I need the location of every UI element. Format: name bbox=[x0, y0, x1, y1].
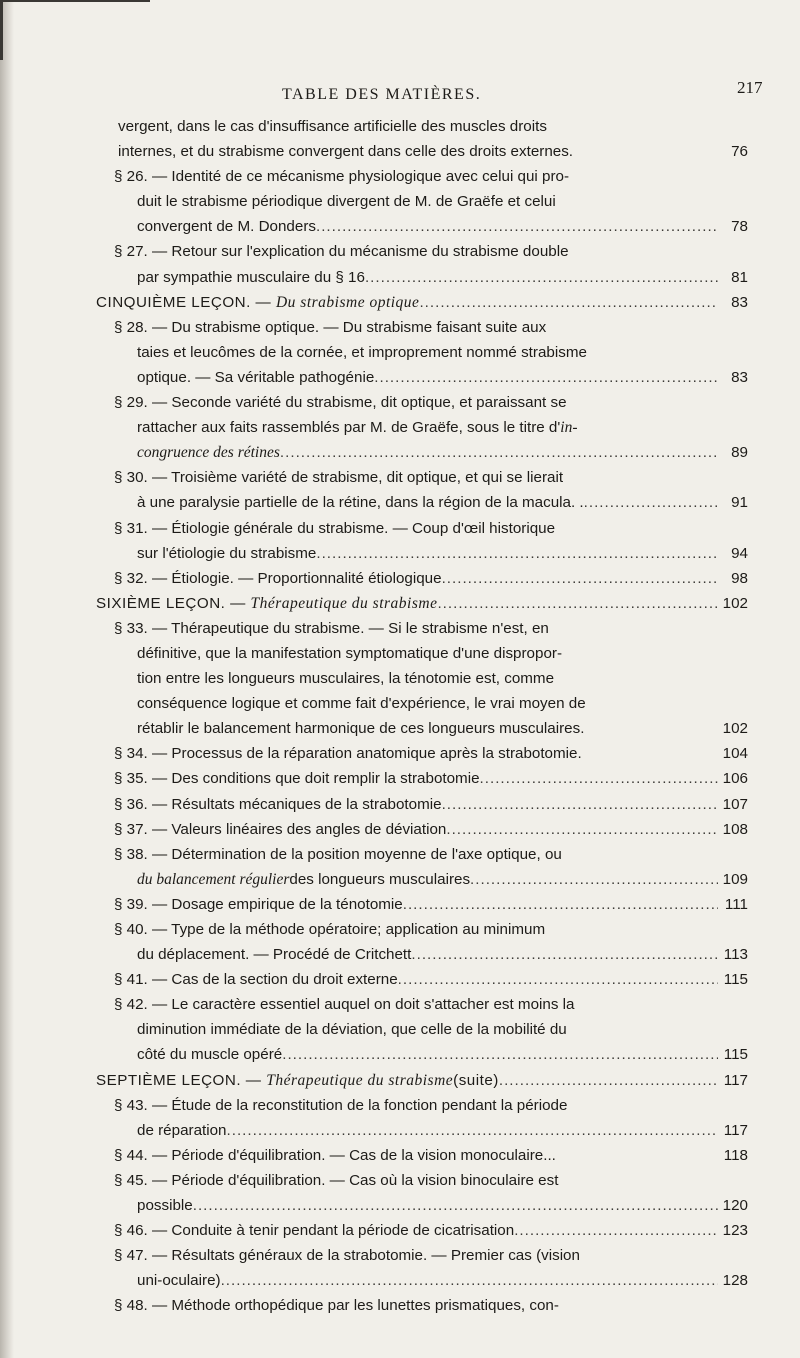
toc-text: § 39. — Dosage empirique de la ténotomie bbox=[114, 895, 403, 913]
toc-line bbox=[114, 566, 748, 591]
toc-line bbox=[118, 189, 748, 214]
dot-leader bbox=[480, 766, 718, 791]
toc-line bbox=[114, 1143, 748, 1168]
toc-lesson-entry bbox=[96, 1068, 748, 1093]
toc-section-entry bbox=[114, 516, 748, 566]
dot-leader bbox=[193, 1193, 718, 1218]
toc-text: § 32. — Étiologie. — Proportionnalité étiologique bbox=[114, 569, 442, 587]
toc-page-number: 83 bbox=[731, 293, 748, 311]
toc-page-number: 94 bbox=[731, 544, 748, 562]
dot-leader bbox=[446, 817, 718, 842]
dot-leader bbox=[280, 440, 718, 465]
toc-section-entry bbox=[114, 842, 748, 892]
dot-leader bbox=[316, 541, 718, 566]
dot-leader bbox=[442, 566, 718, 591]
toc-page-number: 81 bbox=[731, 268, 748, 286]
lesson-title: Thérapeutique du strabisme bbox=[250, 594, 438, 612]
toc-text: § 36. — Résultats mécaniques de la strabotomie bbox=[114, 795, 442, 813]
dot-leader bbox=[442, 792, 718, 817]
lesson-title: Du strabisme optique bbox=[275, 293, 420, 311]
toc-text: § 42. — Le caractère essentiel auquel on doit s'attacher est moins la bbox=[114, 996, 575, 1014]
toc-text: taies et leucômes de la cornée, et improprement nommé strabisme bbox=[137, 343, 587, 361]
toc-page-number: 98 bbox=[731, 569, 748, 587]
toc-section-entry bbox=[114, 239, 748, 289]
toc-line bbox=[114, 1243, 748, 1268]
toc-text: rattacher aux faits rassemblés par M. de Graëfe, sous le titre d' bbox=[137, 419, 561, 437]
toc-text: § 43. — Étude de la reconstitution de la fonction pendant la période bbox=[114, 1096, 568, 1114]
running-title: TABLE DES MATIÈRES. bbox=[282, 86, 482, 103]
toc-line bbox=[118, 691, 748, 716]
toc-section-entry bbox=[114, 465, 748, 515]
toc-text: côté du muscle opéré bbox=[137, 1046, 283, 1064]
toc-section-entry bbox=[118, 114, 748, 164]
toc-line bbox=[96, 1068, 748, 1093]
toc-text: § 46. — Conduite à tenir pendant la période de cicatrisation bbox=[114, 1222, 515, 1240]
toc-text: § 47. — Résultats généraux de la strabotomie. — Premier cas (vision bbox=[114, 1247, 580, 1265]
toc-text: § 29. — Seconde variété du strabisme, dit optique, et paraissant se bbox=[114, 394, 567, 412]
toc-text: § 30. — Troisième variété de strabisme, dit optique, et qui se lierait bbox=[114, 469, 564, 487]
toc-text: du déplacement. — Procédé de Critchett bbox=[137, 946, 412, 964]
toc-line bbox=[114, 315, 748, 340]
toc-line bbox=[118, 1268, 748, 1293]
toc-page-number: 128 bbox=[722, 1272, 748, 1290]
toc-section-entry bbox=[114, 817, 748, 842]
toc-line bbox=[118, 214, 748, 239]
toc-line bbox=[114, 892, 748, 917]
toc-page-number: 104 bbox=[722, 745, 748, 763]
toc-page-number: 118 bbox=[723, 1146, 748, 1164]
toc-line bbox=[114, 766, 748, 791]
toc-line bbox=[118, 440, 748, 465]
toc-line bbox=[96, 591, 748, 616]
toc-section-entry bbox=[114, 1243, 748, 1293]
toc-page-number: 106 bbox=[722, 770, 748, 788]
toc-line bbox=[118, 541, 748, 566]
toc-section-entry bbox=[114, 315, 748, 390]
toc-text: § 31. — Étiologie générale du strabisme. — Coup d'œil historique bbox=[114, 519, 556, 537]
toc-page-number: 115 bbox=[723, 971, 748, 989]
italic-term: du balancement régulier bbox=[137, 870, 290, 888]
toc-text: § 37. — Valeurs linéaires des angles de déviation bbox=[114, 820, 447, 838]
toc-text: duit le strabisme périodique divergent de M. de Graëfe et celui bbox=[137, 193, 556, 211]
dot-leader bbox=[374, 365, 718, 390]
toc-section-entry bbox=[114, 792, 748, 817]
italic-term: congruence des rétines bbox=[137, 444, 280, 462]
toc-page-number: 91 bbox=[731, 494, 748, 512]
toc-text: uni-oculaire) bbox=[137, 1272, 221, 1290]
toc-text: convergent de M. Donders bbox=[137, 218, 316, 236]
toc-section-entry bbox=[114, 917, 748, 967]
toc-line bbox=[118, 490, 748, 515]
toc-text: § 34. — Processus de la réparation anatomique après la strabotomie. bbox=[114, 745, 582, 763]
toc-text: § 35. — Des conditions que doit remplir la strabotomie bbox=[114, 770, 480, 788]
toc-page-number: 113 bbox=[723, 946, 748, 964]
toc-line bbox=[118, 415, 748, 440]
scan-corner-mark bbox=[0, 0, 150, 2]
dot-leader bbox=[365, 265, 718, 290]
toc-line bbox=[114, 465, 748, 490]
toc-text: des longueurs musculaires bbox=[289, 870, 471, 888]
toc-text: § 26. — Identité de ce mécanisme physiologique avec celui qui pro- bbox=[114, 168, 570, 186]
toc-line bbox=[114, 1093, 748, 1118]
dot-leader bbox=[227, 1118, 718, 1143]
toc-section-entry bbox=[114, 766, 748, 791]
toc-text: possible bbox=[137, 1197, 193, 1215]
dot-leader bbox=[514, 1218, 718, 1243]
toc-text: rétablir le balancement harmonique de ces longueurs musculaires. bbox=[137, 720, 585, 738]
toc-section-entry bbox=[114, 892, 748, 917]
toc-section-entry bbox=[114, 616, 748, 741]
toc-line bbox=[114, 516, 748, 541]
toc-line bbox=[118, 114, 748, 139]
toc-text: optique. — Sa véritable pathogénie bbox=[137, 368, 375, 386]
toc-line bbox=[118, 1193, 748, 1218]
toc-text: sur l'étiologie du strabisme bbox=[137, 544, 317, 562]
toc-section-entry bbox=[114, 1218, 748, 1243]
toc-text: de réparation bbox=[137, 1121, 227, 1139]
toc-page-number: 117 bbox=[723, 1121, 748, 1139]
toc-section-entry bbox=[114, 741, 748, 766]
toc-text: § 48. — Méthode orthopédique par les lunettes prismatiques, con- bbox=[114, 1297, 559, 1315]
page-number: 217 bbox=[737, 78, 763, 97]
toc-line bbox=[118, 365, 748, 390]
toc-line bbox=[118, 1017, 748, 1042]
toc-section-entry bbox=[114, 967, 748, 992]
toc-line bbox=[114, 792, 748, 817]
toc-page-number: 123 bbox=[722, 1222, 748, 1240]
toc-text: diminution immédiate de la déviation, que celle de la mobilité du bbox=[137, 1021, 567, 1039]
toc-line bbox=[114, 616, 748, 641]
dot-leader bbox=[221, 1268, 718, 1293]
toc-line bbox=[118, 265, 748, 290]
toc-page-number: 78 bbox=[731, 218, 748, 236]
toc-text: § 28. — Du strabisme optique. — Du strabisme faisant suite aux bbox=[114, 318, 547, 336]
toc-section-entry bbox=[114, 566, 748, 591]
toc-section-entry bbox=[114, 992, 748, 1067]
toc-page-number: 102 bbox=[722, 594, 748, 612]
toc-line bbox=[114, 842, 748, 867]
lesson-title: Thérapeutique du strabisme bbox=[266, 1071, 454, 1089]
toc-page-number: 109 bbox=[722, 870, 748, 888]
page-header bbox=[0, 78, 800, 110]
toc-line bbox=[96, 290, 748, 315]
toc-line bbox=[118, 942, 748, 967]
lesson-label: CINQUIÈME LEÇON. — bbox=[96, 293, 276, 311]
dot-leader bbox=[470, 867, 718, 892]
toc-page-number: 102 bbox=[722, 720, 748, 738]
toc-page-number: 89 bbox=[731, 444, 748, 462]
toc-line bbox=[114, 967, 748, 992]
toc-section-entry bbox=[114, 164, 748, 239]
dot-leader bbox=[419, 290, 718, 315]
toc-line bbox=[114, 164, 748, 189]
toc-section-entry bbox=[114, 390, 748, 465]
table-of-contents bbox=[96, 114, 748, 1319]
dot-leader bbox=[282, 1042, 718, 1067]
toc-text: § 27. — Retour sur l'explication du mécanisme du strabisme double bbox=[114, 243, 569, 261]
toc-section-entry bbox=[114, 1143, 748, 1168]
dot-leader bbox=[411, 942, 718, 967]
toc-line bbox=[118, 1042, 748, 1067]
toc-text: par sympathie musculaire du § 16 bbox=[137, 268, 365, 286]
scan-corner-mark-vertical bbox=[0, 0, 3, 60]
toc-line bbox=[118, 867, 748, 892]
dot-leader bbox=[403, 892, 718, 917]
toc-line bbox=[118, 716, 748, 741]
dot-leader bbox=[499, 1068, 718, 1093]
toc-text: § 41. — Cas de la section du droit externe bbox=[114, 971, 398, 989]
toc-line bbox=[114, 239, 748, 264]
toc-text: tion entre les longueurs musculaires, la ténotomie est, comme bbox=[137, 670, 555, 688]
toc-text: § 44. — Période d'équilibration. — Cas de la vision monoculaire... bbox=[114, 1146, 556, 1164]
lesson-label: SIXIÈME LEÇON. — bbox=[96, 594, 251, 612]
toc-page-number: 76 bbox=[731, 143, 748, 161]
toc-line bbox=[114, 817, 748, 842]
toc-line bbox=[118, 1118, 748, 1143]
dot-leader bbox=[437, 591, 718, 616]
toc-line bbox=[118, 340, 748, 365]
toc-line bbox=[118, 641, 748, 666]
toc-line bbox=[118, 666, 748, 691]
toc-text: internes, et du strabisme convergent dans celle des droits externes. bbox=[118, 143, 574, 161]
toc-line bbox=[114, 741, 748, 766]
toc-line bbox=[114, 1218, 748, 1243]
toc-line bbox=[114, 390, 748, 415]
dot-leader bbox=[316, 214, 718, 239]
toc-text: § 33. — Thérapeutique du strabisme. — Si le strabisme n'est, en bbox=[114, 619, 549, 637]
toc-page-number: 117 bbox=[723, 1071, 748, 1089]
toc-text: définitive, que la manifestation symptomatique d'une dispropor- bbox=[137, 644, 563, 662]
dot-leader bbox=[398, 967, 718, 992]
toc-line bbox=[114, 1293, 748, 1318]
toc-page-number: 115 bbox=[723, 1046, 748, 1064]
page-edge-shadow bbox=[0, 0, 14, 1358]
toc-line bbox=[118, 139, 748, 164]
toc-section-entry bbox=[114, 1093, 748, 1143]
toc-line bbox=[114, 917, 748, 942]
italic-term: in- bbox=[560, 419, 578, 437]
toc-page-number: 107 bbox=[722, 795, 748, 813]
dot-leader bbox=[584, 490, 718, 515]
toc-text: vergent, dans le cas d'insuffisance artificielle des muscles droits bbox=[118, 118, 547, 135]
toc-text: § 45. — Période d'équilibration. — Cas où la vision binoculaire est bbox=[114, 1171, 559, 1189]
toc-page-number: 108 bbox=[722, 820, 748, 838]
toc-section-entry bbox=[114, 1168, 748, 1218]
toc-lesson-entry bbox=[96, 290, 748, 315]
toc-text: conséquence logique et comme fait d'expérience, le vrai moyen de bbox=[137, 695, 586, 713]
toc-lesson-entry bbox=[96, 591, 748, 616]
toc-line bbox=[114, 992, 748, 1017]
toc-page-number: 120 bbox=[722, 1197, 748, 1215]
toc-section-entry bbox=[114, 1293, 748, 1318]
toc-page-number: 111 bbox=[724, 895, 748, 913]
toc-text: à une paralysie partielle de la rétine, dans la région de la macula. . bbox=[137, 494, 584, 512]
lesson-label: SEPTIÈME LEÇON. — bbox=[96, 1071, 267, 1089]
toc-page-number: 83 bbox=[731, 368, 748, 386]
toc-text: § 38. — Détermination de la position moyenne de l'axe optique, ou bbox=[114, 845, 562, 863]
toc-text: § 40. — Type de la méthode opératoire; application au minimum bbox=[114, 921, 546, 938]
lesson-title-suffix: (suite) bbox=[453, 1071, 499, 1089]
toc-line bbox=[114, 1168, 748, 1193]
